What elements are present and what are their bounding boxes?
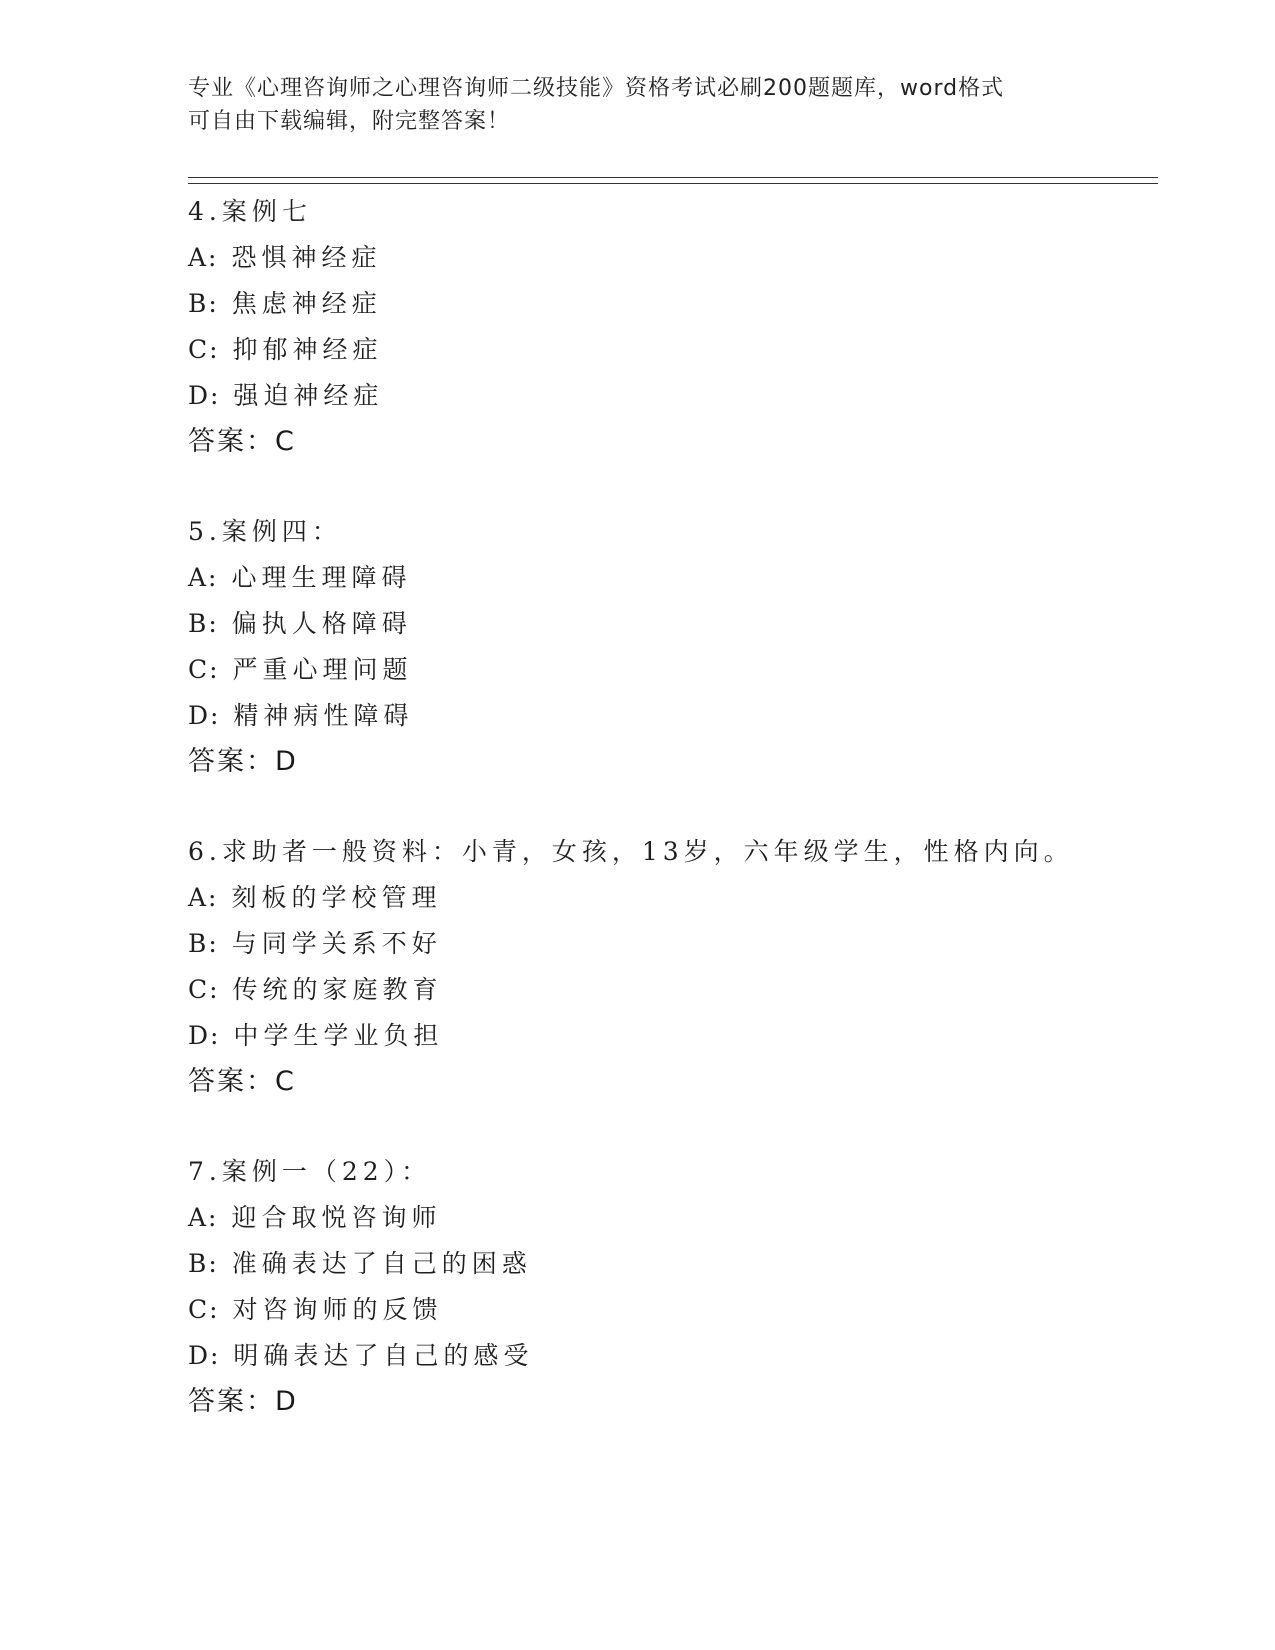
answer-line: 答案：D (188, 746, 298, 777)
option-text: 刻板的学校管理 (231, 883, 442, 912)
option-key: C: (188, 335, 220, 364)
question-6 (188, 829, 1188, 1105)
option-b (188, 281, 1188, 327)
option-text: 明确表达了自己的感受 (233, 1341, 534, 1370)
question-4 (188, 189, 1188, 465)
option-text: 偏执人格障碍 (231, 609, 412, 638)
question-5 (188, 509, 1188, 785)
option-text: 对咨询师的反馈 (232, 1295, 443, 1324)
option-d (188, 693, 1188, 739)
option-c (188, 967, 1188, 1013)
option-key: C: (188, 1295, 220, 1324)
question-7 (188, 1149, 1188, 1425)
answer-line: 答案：C (188, 426, 296, 457)
option-c (188, 647, 1188, 693)
option-d (188, 1333, 1188, 1379)
option-key: D: (188, 381, 221, 410)
header-line-2: 可自由下载编辑，附完整答案！ (188, 109, 511, 134)
option-a (188, 875, 1188, 921)
option-text: 心理生理障碍 (231, 563, 412, 592)
header-line-1: 专业《心理咨询师之心理咨询师二级技能》资格考试必刷200题题库，word格式 (188, 76, 1005, 101)
option-text: 恐惧神经症 (231, 243, 382, 272)
option-key: C: (188, 975, 220, 1004)
option-text: 严重心理问题 (232, 655, 413, 684)
option-text: 中学生学业负担 (233, 1021, 444, 1050)
option-a (188, 235, 1188, 281)
option-d (188, 373, 1188, 419)
option-text: 迎合取悦咨询师 (231, 1203, 442, 1232)
option-key: D: (188, 701, 221, 730)
document-header (188, 72, 1088, 138)
option-b (188, 601, 1188, 647)
answer-line: 答案：D (188, 1386, 298, 1417)
option-key: C: (188, 655, 220, 684)
option-d (188, 1013, 1188, 1059)
question-stem: 5.案例四： (188, 517, 342, 546)
option-c (188, 327, 1188, 373)
option-key: B: (188, 289, 219, 318)
option-text: 与同学关系不好 (231, 929, 442, 958)
option-b (188, 1241, 1188, 1287)
option-text: 焦虑神经症 (231, 289, 382, 318)
question-stem: 7.案例一（22）： (188, 1157, 432, 1186)
option-key: A: (188, 243, 219, 272)
option-text: 准确表达了自己的困惑 (231, 1249, 532, 1278)
option-key: B: (188, 609, 219, 638)
option-text: 强迫神经症 (233, 381, 384, 410)
option-key: B: (188, 929, 219, 958)
question-stem: 6.求助者一般资料：小青，女孩，13岁，六年级学生，性格内向。 (188, 837, 1074, 866)
option-a (188, 555, 1188, 601)
option-text: 传统的家庭教育 (232, 975, 443, 1004)
option-text: 精神病性障碍 (233, 701, 414, 730)
option-key: A: (188, 1203, 219, 1232)
option-key: D: (188, 1341, 221, 1370)
option-b (188, 921, 1188, 967)
option-key: B: (188, 1249, 219, 1278)
header-divider-bottom (188, 183, 1158, 184)
option-key: A: (188, 563, 219, 592)
header-divider-top (188, 177, 1158, 178)
option-text: 抑郁神经症 (232, 335, 383, 364)
question-stem: 4.案例七 (188, 197, 312, 226)
option-c (188, 1287, 1188, 1333)
option-key: A: (188, 883, 219, 912)
option-a (188, 1195, 1188, 1241)
option-key: D: (188, 1021, 221, 1050)
answer-line: 答案：C (188, 1066, 296, 1097)
